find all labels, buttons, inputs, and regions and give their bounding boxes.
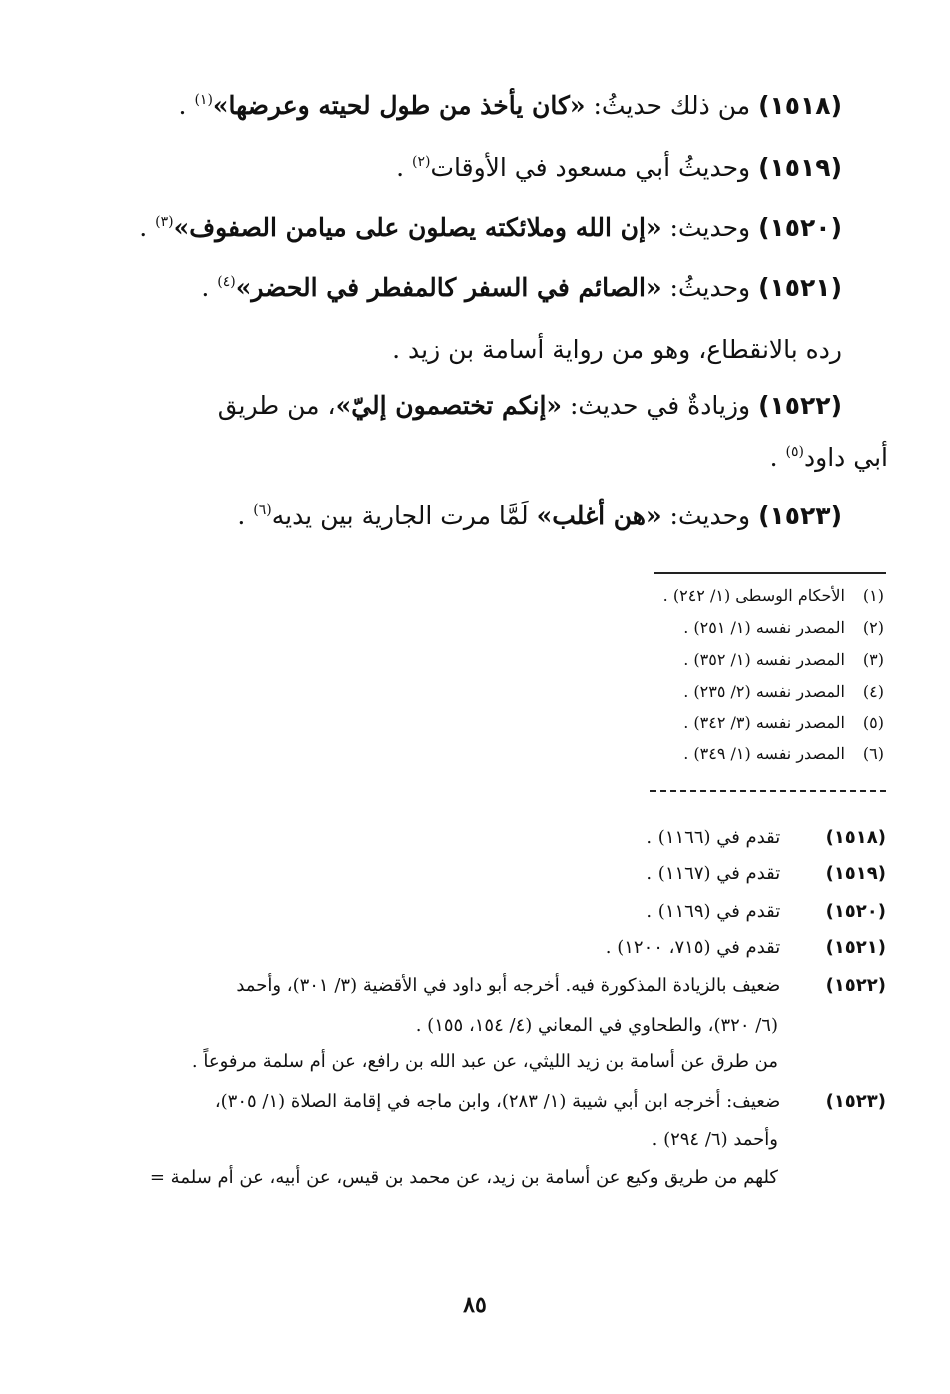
footnote: (٤) المصدر نفسه (٢/ ٢٣٥) . — [683, 682, 884, 701]
footnote-ref: (٣) — [155, 214, 174, 230]
commentary-cont: كلهم من طريق وكيع عن أسامة بن زيد، عن محمد بن قيس، عن أبيه، عن أم سلمة = — [149, 1167, 778, 1188]
commentary-cont: من طرق عن أسامة بن زيد الليثي، عن عبد الله بن رافع، عن أم سلمة مرفوعاً . — [191, 1051, 778, 1072]
commentary-entry: (١٥١٩) تقدم في (١١٦٧) . — [646, 863, 886, 884]
hadith-1522-cont: أبي داود$^{(٥)}$ . — [769, 443, 888, 472]
commentary-cont: (٦/ ٣٢٠)، والطحاوي في المعاني (٤/ ١٥٤، ١٥٥) . — [415, 1015, 778, 1036]
page-number: ٨٥ — [463, 1292, 487, 1318]
commentary-entry: (١٥٢١) تقدم في (٧١٥، ١٢٠٠) . — [605, 937, 886, 958]
hadith-1520: (١٥٢٠) وحديث: «إن الله وملائكته يصلون على ميامن الصفوف»$^{(٣)}$ . — [139, 213, 842, 242]
footnote-ref: (٥) — [785, 444, 805, 460]
footnote: (٥) المصدر نفسه (٣/ ٣٤٢) . — [683, 713, 884, 732]
footnote-ref: (٢) — [412, 154, 431, 170]
footnote: (٦) المصدر نفسه (١/ ٣٤٩) . — [683, 744, 884, 763]
footnote-separator — [654, 572, 886, 574]
hadith-1518: (١٥١٨) من ذلك حديثُ: «كان يأخذ من طول لحيته وعرضها»$^{(١)}$ . — [178, 91, 842, 120]
footnote: (٣) المصدر نفسه (١/ ٣٥٢) . — [683, 650, 884, 669]
commentary-cont: وأحمد (٦/ ٢٩٤) . — [651, 1129, 778, 1150]
hadith-1522: (١٥٢٢) وزيادةٌ في حديث: «إنكم تختصمون إليّ»، من طريق — [217, 391, 842, 420]
hadith-number: (١٥٢٢) — [758, 391, 842, 420]
commentary-entry: (١٥٢٢) ضعيف بالزيادة المذكورة فيه. أخرجه أبو داود في الأقضية (٣/ ٣٠١)، وأحمد — [236, 975, 886, 996]
hadith-number: (١٥١٨) — [758, 91, 842, 120]
footnote-ref: (٦) — [253, 502, 272, 518]
hadith-number: (١٥٢٣) — [758, 501, 842, 530]
hadith-number: (١٥١٩) — [758, 153, 842, 182]
hadith-1519: (١٥١٩) وحديثُ أبي مسعود في الأوقات$^{(٢)}$ . — [396, 153, 842, 182]
commentary-entry: (١٥٢٣) ضعيف: أخرجه ابن أبي شيبة (١/ ٢٨٣)، وابن ماجه في إقامة الصلاة (١/ ٣٠٥)، — [214, 1091, 886, 1112]
footnote-ref: (١) — [194, 92, 213, 108]
hadith-number: (١٥٢٠) — [758, 213, 842, 242]
commentary-entry: (١٥١٨) تقدم في (١١٦٦) . — [646, 827, 886, 848]
footnote-ref: (٤) — [217, 274, 236, 290]
hadith-1521: (١٥٢١) وحديثُ: «الصائم في السفر كالمفطر في الحضر»$^{(٤)}$ . — [201, 273, 842, 302]
commentary-separator — [650, 790, 886, 792]
hadith-1523: (١٥٢٣) وحديث: «هن أغلب» لَمَّا مرت الجارية بين يديه$^{(٦)}$ . — [237, 501, 842, 530]
paragraph-line: رده بالانقطاع، وهو من رواية أسامة بن زيد . — [392, 335, 842, 364]
commentary-entry: (١٥٢٠) تقدم في (١١٦٩) . — [646, 901, 886, 922]
hadith-number: (١٥٢١) — [758, 273, 842, 302]
footnote: (٢) المصدر نفسه (١/ ٢٥١) . — [683, 618, 884, 637]
footnote: (١) الأحكام الوسطى (١/ ٢٤٢) . — [662, 586, 884, 605]
